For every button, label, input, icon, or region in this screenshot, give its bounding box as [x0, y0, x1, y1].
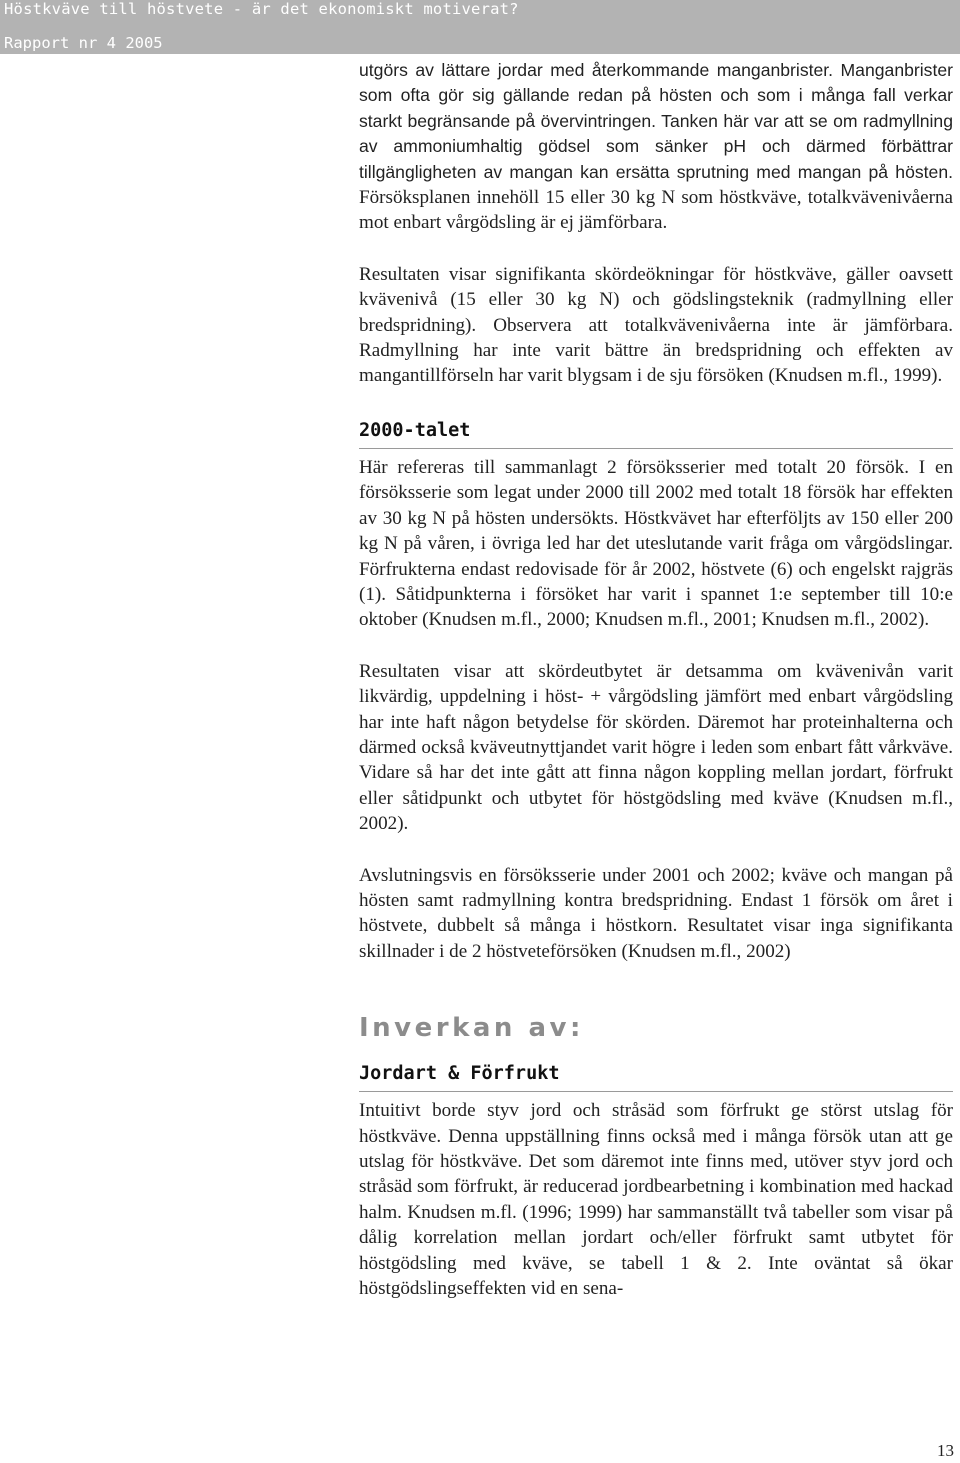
paragraph-manganese-part2: Försöksplanen innehöll 15 eller 30 kg N som höstkväve, totalkvävenivåerna mot enbart vårgödsling är ej jämförbara.: [359, 187, 953, 234]
section-heading-2000-talet: 2000-talet: [359, 419, 953, 449]
subsection-heading-jordart: Jordart & Förfrukt: [359, 1062, 953, 1092]
paragraph-manganese-part1: utgörs av lättare jordar med återkommande manganbrister. Manganbrister som ofta gör sig gällande redan på hösten och som i många fall verkar starkt begränsande på övervintringen. Tanken här var att se om radmyllning av ammoniumhaltig gödsel som sänker pH och därmed förbättrar tillgängligheten av mangan kan ersätta sprutning med mangan på hösten.: [359, 60, 953, 182]
paragraph-jordart: Intuitivt borde styv jord och stråsäd som förfrukt ge störst utslag för höstkväve. Denna uppställning finns också med i många försök utan att ge utslag för höstkväve. Det som däremot inte finns med, utöver styv jord och stråsäd som förfrukt, är reducerad jordbearbetning i kombination med hackad halm. Knudsen m.fl. (1996; 1999) har sammanställt två tabeller som visar på dålig korrelation mellan jordart och/eller förfrukt samt utbytet för höstgödsling med kväve, se tabell 1 & 2. Inte oväntat så ökar höstgödslingseffekten vid en sena-: [359, 1100, 953, 1300]
main-content: [359, 58, 953, 1301]
paragraph-results-2: Resultaten visar att skördeutbytet är detsamma om kvävenivån varit likvärdig, uppdelning i höst- + vårgödsling jämfört med enbart vårgödsling har inte haft någon betydelse för skörden. Däremot har proteinhalterna och därmed också kväveutnyttjandet varit högre i leden som enbart fått vårkväve. Vidare så har det inte gått att finna någon koppling mellan jordart, förfrukt eller såtidpunkt och utbytet för höstgödsling med kväve (Knudsen m.fl., 2002).: [359, 660, 953, 835]
report-number: Rapport nr 4 2005: [4, 34, 163, 52]
page-number: 13: [937, 1441, 954, 1460]
document-title: Höstkväve till höstvete - är det ekonomiskt motiverat?: [4, 0, 519, 18]
paragraph-2000-series: Här refereras till sammanlagt 2 försöksserier med totalt 20 försök. I en försöksserie som legat under 2000 till 2002 med totalt 18 försök har effekten av 30 kg N på hösten undersökts. Höstkvävet har efterföljts av 150 eller 200 kg N på våren, i övriga led har det uteslutande varit fråga om vårgödslingar. Förfrukterna endast redovisade för år 2002, höstvete (6) och engelskt rajgräs (1). Såtidpunkterna i försöket har varit i spannet 1:e september till 10:e oktober (Knudsen m.fl., 2000; Knudsen m.fl., 2001; Knudsen m.fl., 2002).: [359, 456, 953, 631]
paragraph-conclusion: Avslutningsvis en försöksserie under 2001 och 2002; kväve och mangan på hösten samt radmyllning kontra bredspridning. Endast 1 försök om året i höstvete, dubbelt så många i höstkorn. Resultatet visar inga signifikanta skillnader i de 2 höstveteförsöken (Knudsen m.fl., 2002): [359, 864, 953, 962]
page-header: [0, 0, 960, 54]
paragraph-results-1: Resultaten visar signifikanta skördeökningar för höstkväve, gäller oavsett kvävenivå (15 eller 30 kg N) och gödslingsteknik (radmyllning eller bredspridning). Observera att totalkvävenivåerna inte är jämförbara. Radmyllning har inte varit bättre än bredspridning och effekten av mangantillförseln har varit blygsam i de sju försöken (Knudsen m.fl., 1999).: [359, 263, 953, 387]
section-heading-inverkan: Inverkan av:: [359, 1013, 584, 1044]
paragraph-manganese: [359, 58, 953, 236]
